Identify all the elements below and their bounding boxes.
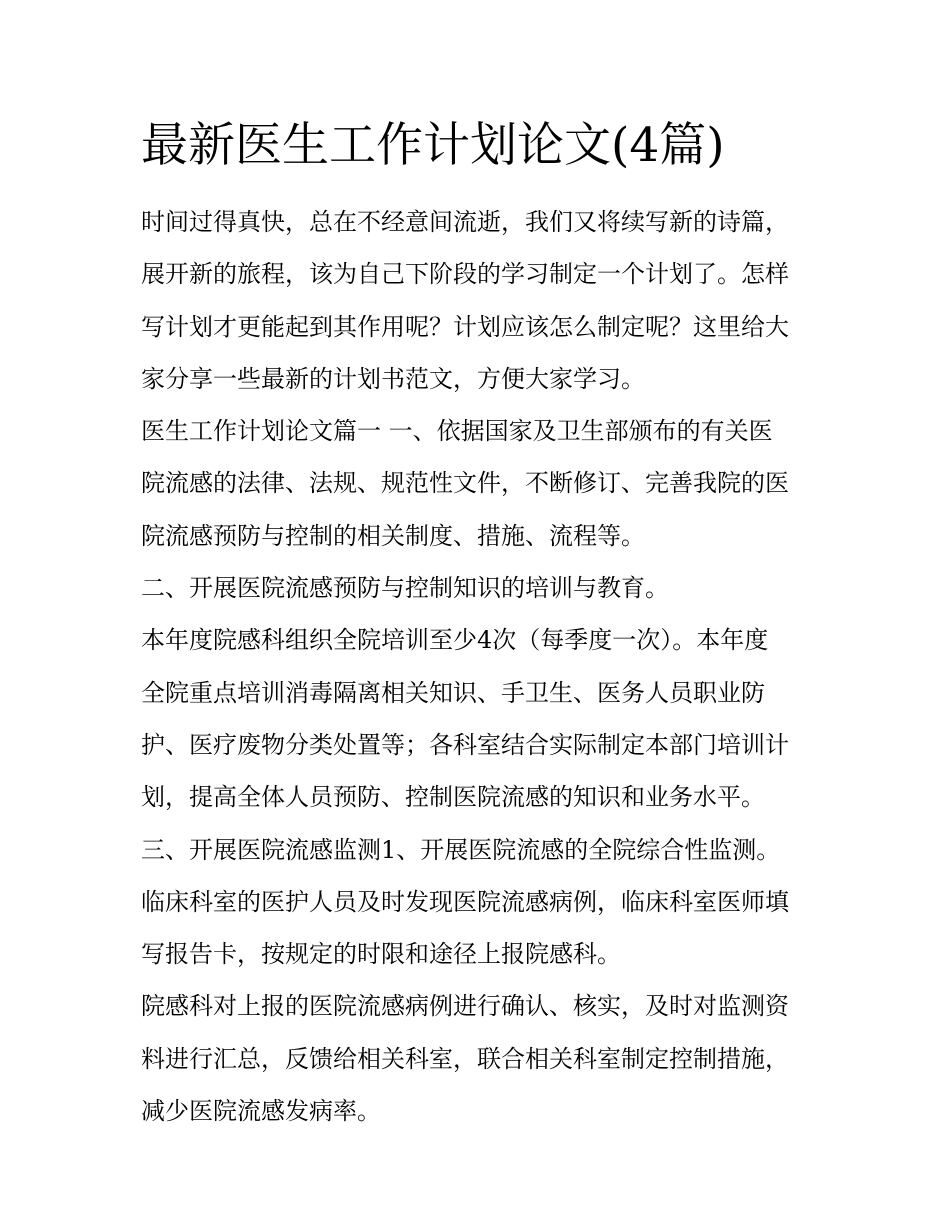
body-line: 院流感的法律、法规、规范性文件，不断修订、完善我院的医	[141, 469, 789, 498]
body-line: 减少医院流感发病率。	[141, 1097, 381, 1126]
body-line: 二、开展医院流感预防与控制知识的培训与教育。	[141, 574, 669, 603]
body-line: 家分享一些最新的计划书范文，方便大家学习。	[141, 364, 645, 393]
body-line: 料进行汇总，反馈给相关科室，联合相关科室制定控制措施，	[141, 1044, 789, 1073]
body-line: 三、开展医院流感监测1、开展医院流感的全院综合性监测。	[141, 835, 781, 864]
body-line: 写报告卡，按规定的时限和途径上报院感科。	[141, 940, 621, 969]
document-body	[141, 196, 811, 1137]
body-line: 写计划才更能起到其作用呢？计划应该怎么制定呢？这里给大	[141, 312, 789, 341]
body-line: 时间过得真快，总在不经意间流逝，我们又将续写新的诗篇，	[141, 208, 789, 236]
body-line: 护、医疗废物分类处置等；各科室结合实际制定本部门培训计	[141, 730, 789, 759]
body-line: 院感科对上报的医院流感病例进行确认、核实，及时对监测资	[141, 992, 789, 1021]
document-title: 最新医生工作计划论文(4篇)	[141, 118, 725, 173]
body-line: 划，提高全体人员预防、控制医院流感的知识和业务水平。	[141, 783, 765, 812]
body-line: 临床科室的医护人员及时发现医院流感病例，临床科室医师填	[141, 887, 789, 916]
body-line: 全院重点培训消毒隔离相关知识、手卫生、医务人员职业防	[141, 678, 765, 707]
body-line: 展开新的旅程，该为自己下阶段的学习制定一个计划了。怎样	[141, 260, 789, 289]
body-line: 医生工作计划论文篇一 一、依据国家及卫生部颁布的有关医	[141, 417, 773, 446]
body-line: 本年度院感科组织全院培训至少4次（每季度一次）。本年度	[141, 626, 769, 655]
body-line: 院流感预防与控制的相关制度、措施、流程等。	[141, 521, 645, 550]
